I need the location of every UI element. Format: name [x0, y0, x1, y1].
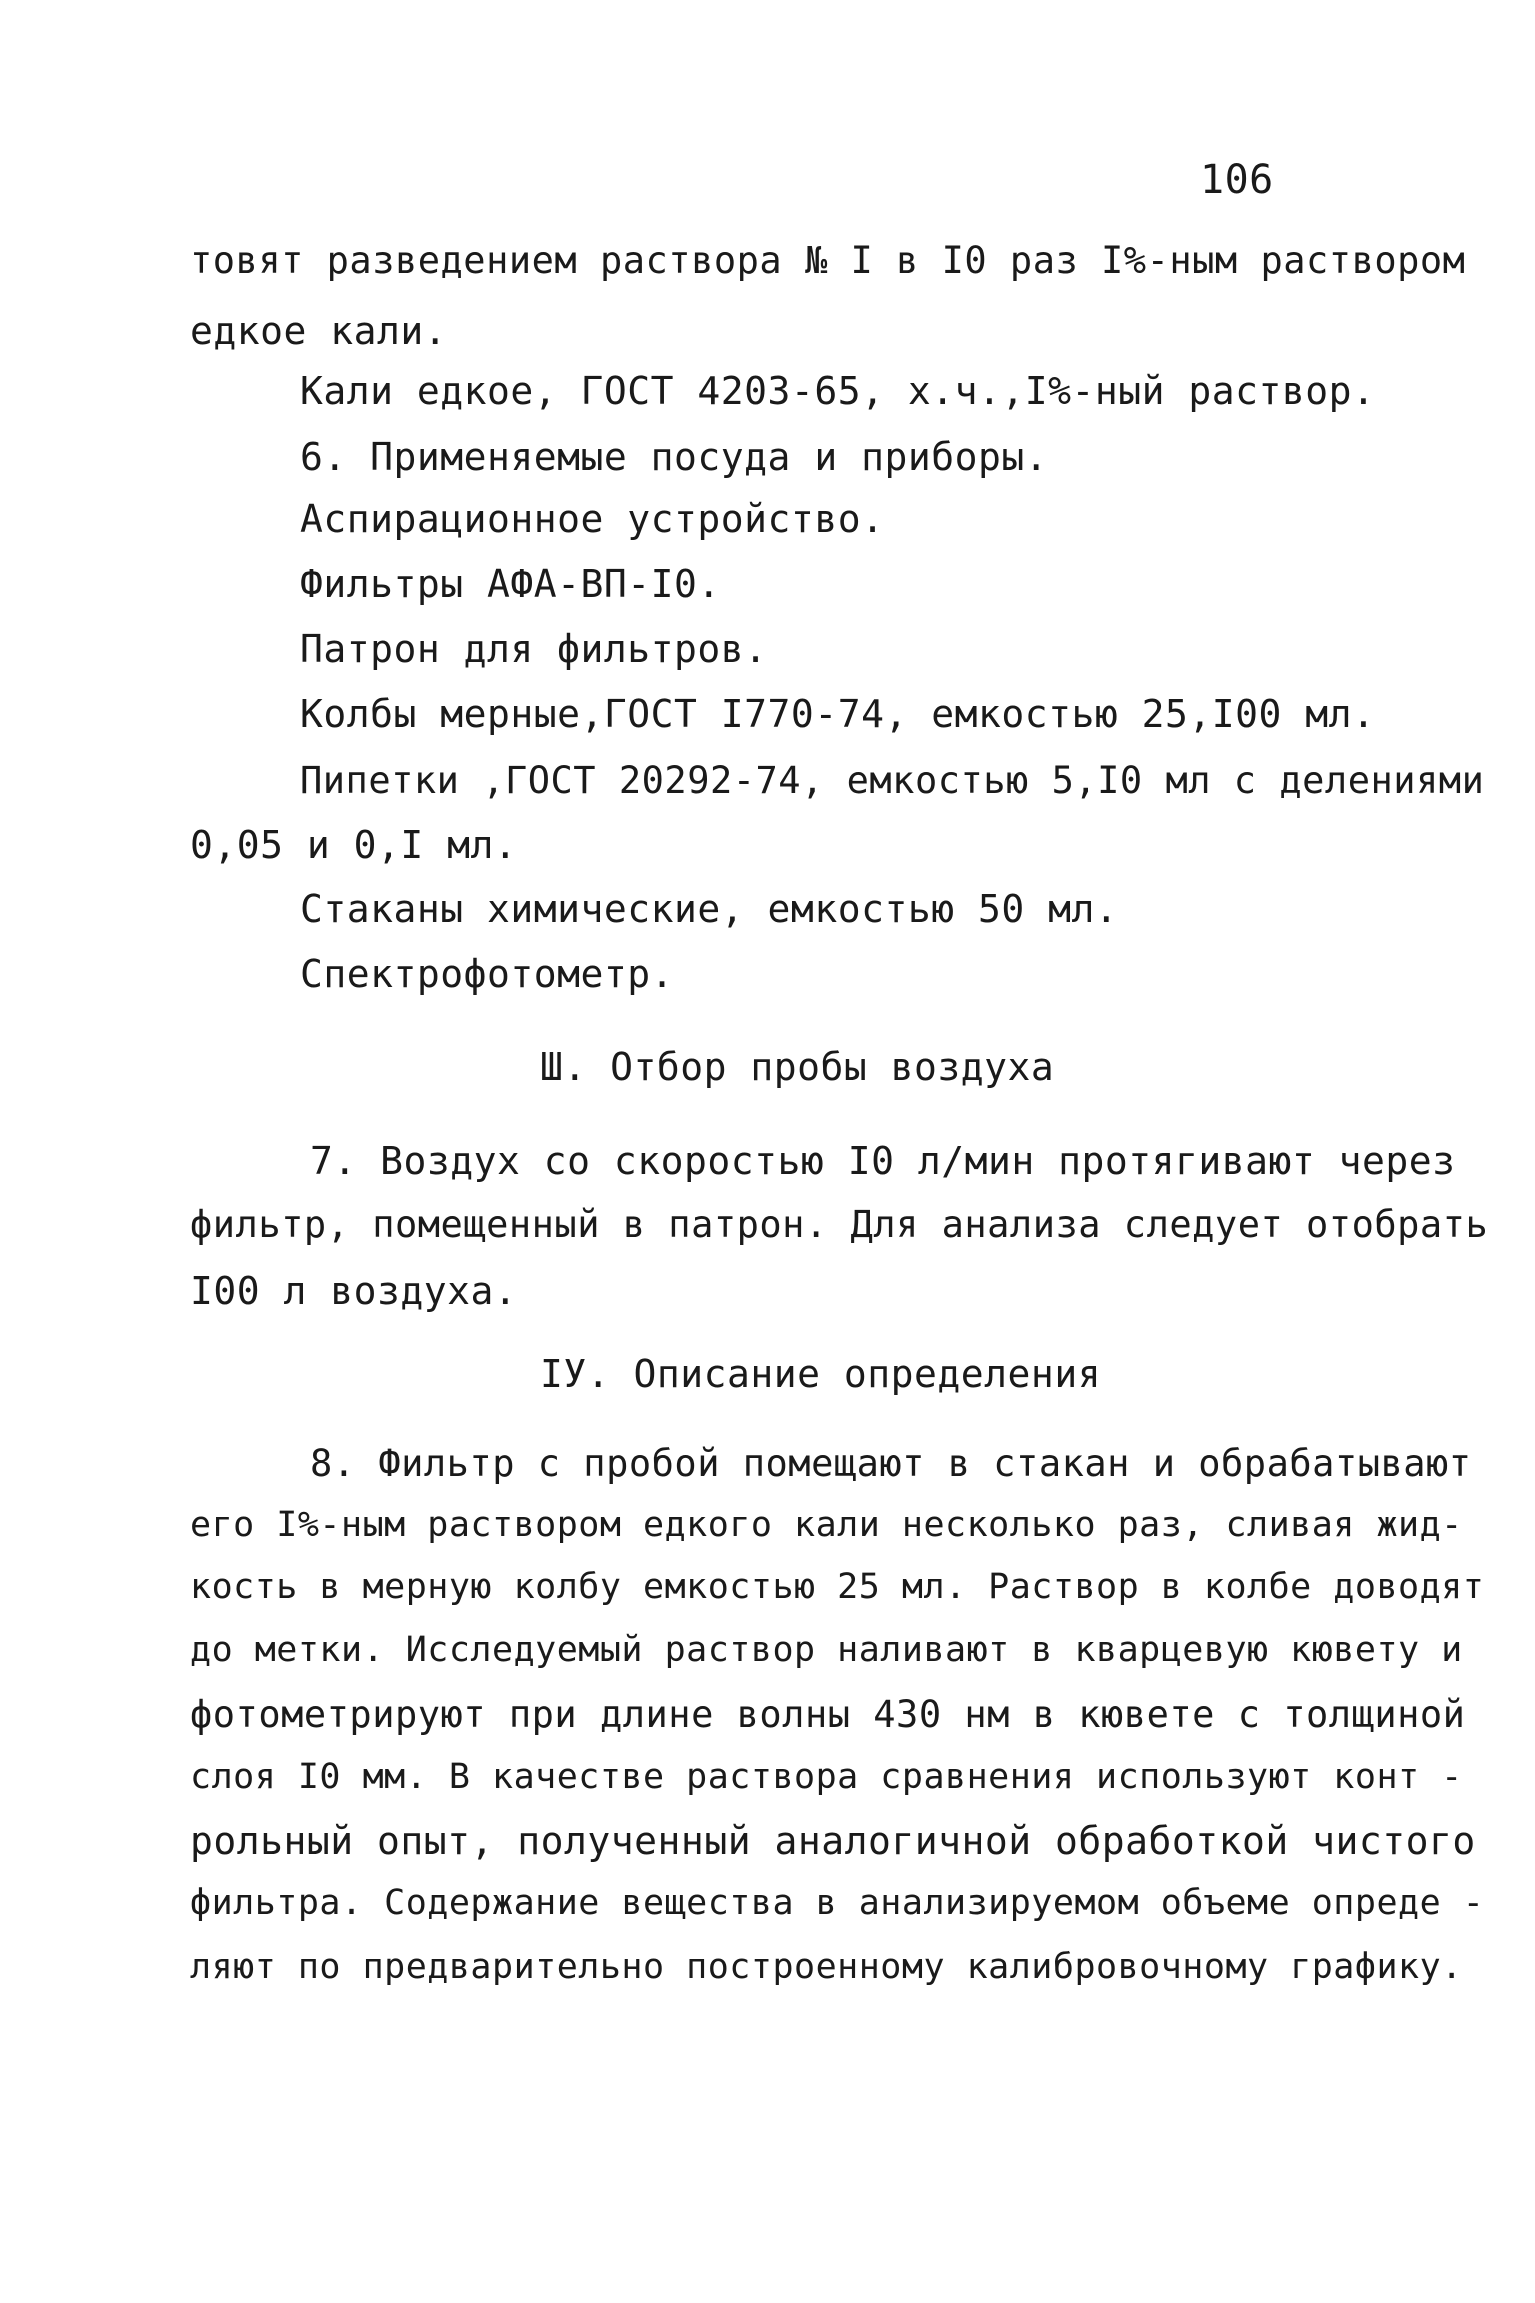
- text-line: товят разведением раствора № I в I0 раз I%-ным раствором: [190, 239, 1466, 282]
- text-line: слоя I0 мм. В качестве раствора сравнения используют конт -: [190, 1757, 1463, 1797]
- equipment-item: Спектрофотометр.: [300, 952, 675, 996]
- section-6-title: 6. Применяемые посуда и приборы.: [300, 435, 1049, 479]
- text-line: кость в мерную колбу емкостью 25 мл. Раствор в колбе доводят: [190, 1567, 1485, 1607]
- equipment-item: Стаканы химические, емкостью 50 мл.: [300, 887, 1119, 931]
- equipment-item: Патрон для фильтров.: [300, 627, 768, 671]
- text-line: фильтр, помещенный в патрон. Для анализа следует отобрать: [190, 1203, 1489, 1246]
- equipment-item: Аспирационное устройство.: [300, 497, 885, 541]
- equipment-item-continued: 0,05 и 0,I мл.: [190, 823, 518, 867]
- text-line: фильтра. Содержание вещества в анализируемом объеме опреде -: [190, 1883, 1485, 1923]
- section-heading-air-sampling: Ш. Отбор пробы воздуха: [540, 1045, 1055, 1089]
- text-line: I00 л воздуха.: [190, 1269, 518, 1313]
- text-line: ляют по предварительно построенному калибровочному графику.: [190, 1947, 1463, 1987]
- text-line: 8. Фильтр с пробой помещают в стакан и обрабатывают: [310, 1442, 1472, 1485]
- page-number: 106: [1200, 157, 1274, 203]
- section-heading-procedure: IУ. Описание определения: [540, 1352, 1102, 1396]
- text-line: едкое кали.: [190, 309, 448, 353]
- text-line: 7. Воздух со скоростью I0 л/мин протягивают через: [310, 1139, 1456, 1183]
- text-line: рольный опыт, полученный аналогичной обработкой чистого: [190, 1819, 1476, 1863]
- text-line: фотометрируют при длине волны 430 нм в кювете с толщиной: [190, 1693, 1466, 1736]
- text-line: его I%-ным раствором едкого кали несколько раз, сливая жид-: [190, 1505, 1463, 1545]
- equipment-item: Пипетки ,ГОСТ 20292-74, емкостью 5,I0 мл с делениями: [300, 759, 1485, 802]
- equipment-item: Фильтры АФА-ВП-I0.: [300, 562, 721, 606]
- reagent-line: Кали едкое, ГОСТ 4203-65, х.ч.,I%-ный раствор.: [300, 369, 1376, 413]
- equipment-item: Колбы мерные,ГОСТ I770-74, емкостью 25,I00 мл.: [300, 692, 1376, 736]
- text-line: до метки. Исследуемый раствор наливают в кварцевую кювету и: [190, 1630, 1463, 1670]
